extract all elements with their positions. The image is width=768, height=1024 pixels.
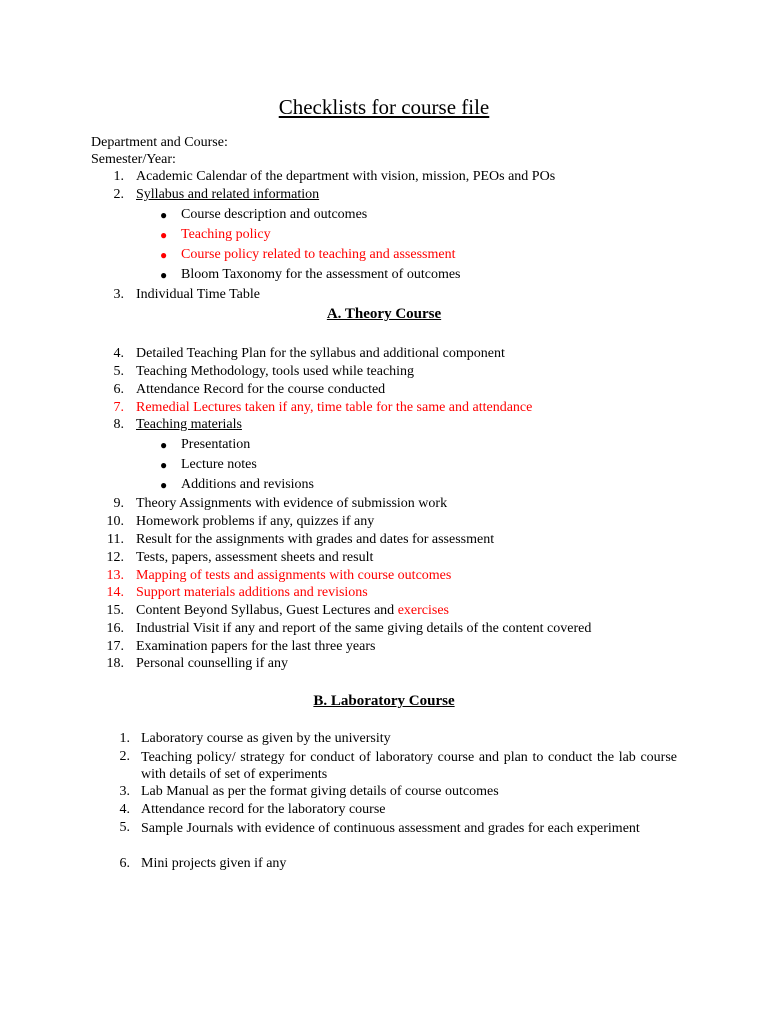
semester-label: Semester/Year:	[91, 152, 176, 167]
section-heading-lab: B. Laboratory Course	[313, 693, 455, 709]
bullet-icon: ●	[160, 228, 168, 242]
bullet-icon: ●	[160, 438, 168, 452]
section-heading-theory: A. Theory Course	[326, 306, 442, 322]
bullet-icon: ●	[160, 208, 168, 222]
bullet-icon: ●	[160, 478, 168, 492]
department-label: Department and Course:	[91, 135, 228, 150]
bullet-icon: ●	[160, 248, 168, 262]
list-item-text: Sample Journals with evidence of continuous assessment and grades for each experiment	[141, 821, 640, 836]
bullet-icon: ●	[160, 458, 168, 472]
list-item-text: Teaching policy/ strategy for conduct of laboratory course and plan to conduct the lab course with details of set of experiments	[141, 750, 677, 782]
page-title: Checklists for course file	[278, 95, 490, 119]
bullet-icon: ●	[160, 268, 168, 282]
